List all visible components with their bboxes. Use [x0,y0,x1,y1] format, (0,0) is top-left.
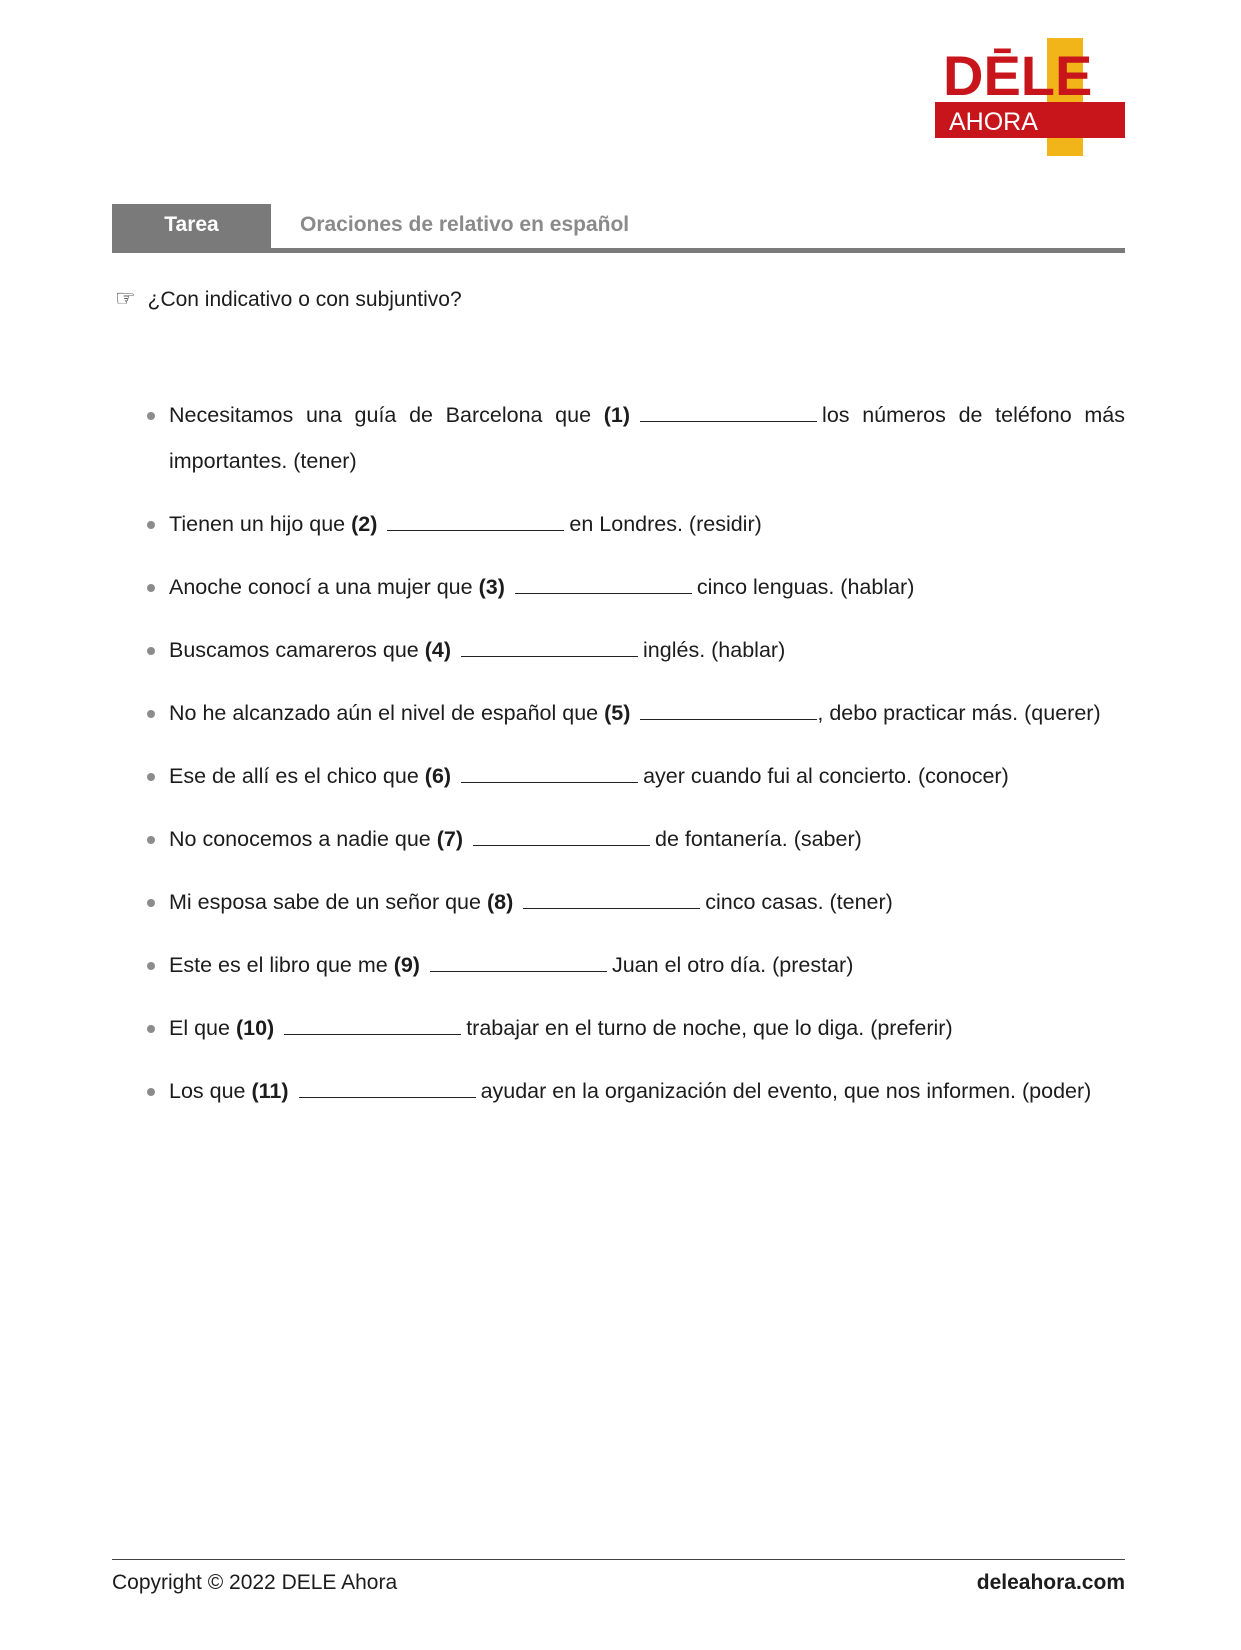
task-tab-label: Tarea [112,204,271,253]
item-number: (7) [436,827,464,851]
answer-blank-11[interactable] [299,1075,476,1098]
item-number: (6) [424,764,452,788]
task-header [112,204,1125,253]
item-number: (10) [235,1016,275,1040]
exercise-item-8: Mi esposa sabe de un señor que (8) cinco casas. (tener) [145,879,1125,925]
answer-blank-1[interactable] [640,399,817,422]
dele-ahora-logo [935,38,1125,156]
instruction [115,283,462,316]
item-number: (4) [424,638,452,662]
answer-blank-2[interactable] [387,508,564,531]
footer-divider [112,1559,1125,1560]
logo-top-text: DĒLE [943,44,1093,107]
footer-site-link[interactable]: deleahora.com [976,1571,1125,1594]
item-number: (5) [604,701,631,725]
item-number: (3) [478,575,505,599]
exercise-item-5: No he alcanzado aún el nivel de español que (5) , debo practicar más. (querer) [145,690,1125,736]
answer-blank-9[interactable] [430,949,607,972]
answer-blank-5[interactable] [640,697,817,720]
item-number: (11) [251,1079,289,1103]
answer-blank-4[interactable] [461,634,638,657]
item-number: (9) [393,953,420,977]
item-number: (2) [351,512,378,536]
answer-blank-8[interactable] [523,886,700,909]
item-number: (8) [486,890,514,914]
exercise-item-2: Tienen un hijo que (2) en Londres. (residir) [145,501,1125,547]
exercise-item-6: Ese de allí es el chico que (6) ayer cuando fui al concierto. (conocer) [145,753,1125,799]
answer-blank-3[interactable] [515,571,692,594]
footer-copyright: Copyright © 2022 DELE Ahora [112,1571,398,1594]
exercise-item-7: No conocemos a nadie que (7) de fontanería. (saber) [145,816,1125,862]
header-divider [112,248,1125,253]
logo-bottom-text: AHORA [949,108,1038,136]
exercise-item-11: Los que (11) ayudar en la organización del evento, que nos informen. (poder) [145,1068,1125,1114]
exercise-item-3: Anoche conocí a una mujer que (3) cinco lenguas. (hablar) [145,564,1125,610]
answer-blank-6[interactable] [461,760,638,783]
item-number: (1) [603,403,631,427]
exercise-item-9: Este es el libro que me (9) Juan el otro día. (prestar) [145,942,1125,988]
answer-blank-10[interactable] [284,1012,461,1035]
exercise-item-1: Necesitamos una guía de Barcelona que (1) los números de teléfono más importantes. (tener) [145,392,1125,484]
exercise-item-10: El que (10) trabajar en el turno de noche, que lo diga. (preferir) [145,1005,1125,1051]
instruction-text: ¿Con indicativo o con subjuntivo? [147,288,462,311]
pointing-hand-icon: ☞ [115,286,136,312]
answer-blank-7[interactable] [473,823,650,846]
page-title: Oraciones de relativo en español [300,213,630,236]
exercise-list [145,392,1125,1131]
exercise-item-4: Buscamos camareros que (4) inglés. (hablar) [145,627,1125,673]
